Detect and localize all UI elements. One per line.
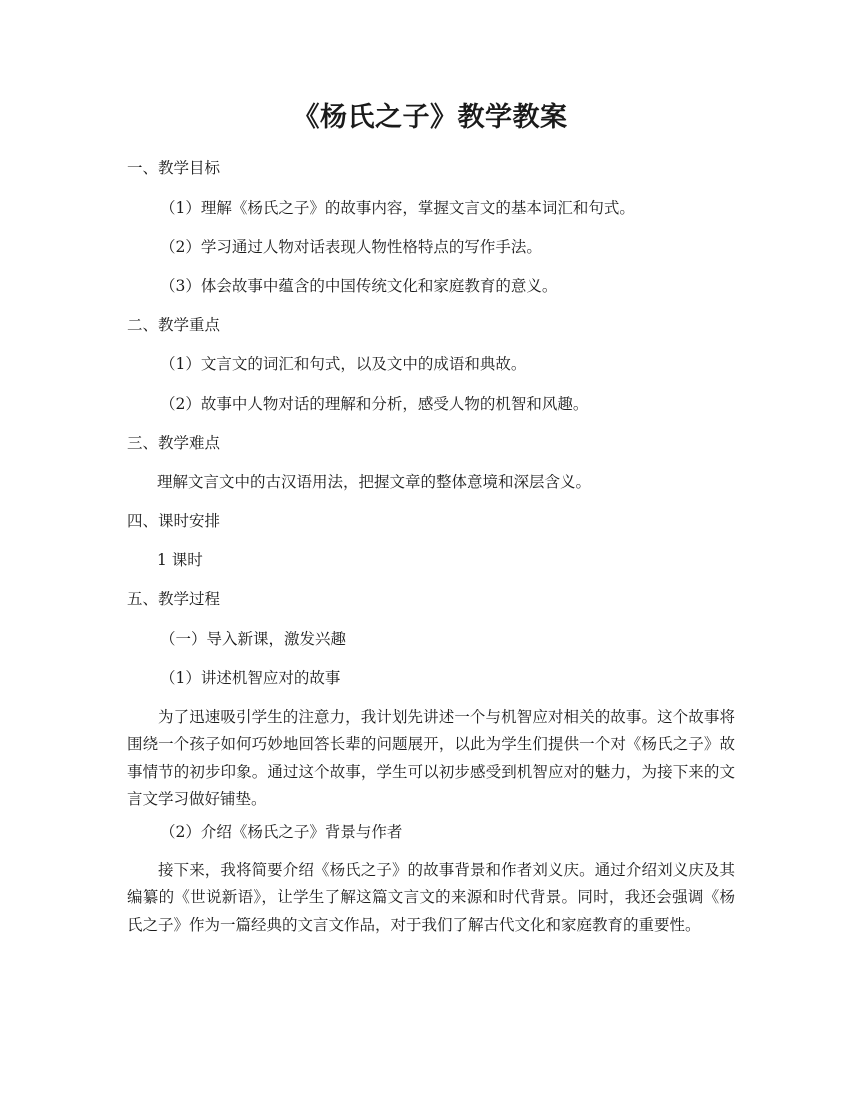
section-heading-objectives: 一、教学目标 xyxy=(127,159,221,177)
key-point-item: （2）故事中人物对话的理解和分析，感受人物的机智和风趣。 xyxy=(160,395,589,413)
section-heading-process: 五、教学过程 xyxy=(127,590,221,608)
objective-item: （3）体会故事中蕴含的中国传统文化和家庭教育的意义。 xyxy=(160,277,558,295)
section-heading-key-points: 二、教学重点 xyxy=(127,316,221,334)
process-step-label: （1）讲述机智应对的故事 xyxy=(160,669,341,687)
document-title: 《杨氏之子》教学教案 xyxy=(292,102,568,133)
process-subheading: （一）导入新课，激发兴趣 xyxy=(160,630,347,648)
section-heading-difficulties: 三、教学难点 xyxy=(127,434,221,452)
section-heading-schedule: 四、课时安排 xyxy=(127,512,221,530)
difficulty-text: 理解文言文中的古汉语用法，把握文章的整体意境和深层含义。 xyxy=(157,473,592,491)
process-step-label: （2）介绍《杨氏之子》背景与作者 xyxy=(160,823,403,841)
objective-item: （2）学习通过人物对话表现人物性格特点的写作手法。 xyxy=(160,238,542,256)
process-step-paragraph: 为了迅速吸引学生的注意力，我计划先讲述一个与机智应对相关的故事。这个故事将围绕一个孩子如何巧妙地回答长辈的问题展开，以此为学生们提供一个对《杨氏之子》故事情节的初步印象。通过这个故事，学生可以初步感受到机智应对的魅力，为接下来的文言文学习做好铺垫。 xyxy=(127,708,735,808)
schedule-text: 1 课时 xyxy=(157,551,203,569)
key-point-item: （1）文言文的词汇和句式，以及文中的成语和典故。 xyxy=(160,355,527,373)
process-step-paragraph: 接下来，我将简要介绍《杨氏之子》的故事背景和作者刘义庆。通过介绍刘义庆及其编纂的《世说新语》，让学生了解这篇文言文的来源和时代背景。同时，我还会强调《杨氏之子》作为一篇经典的文言文作品，对于我们了解古代文化和家庭教育的重要性。 xyxy=(127,861,735,934)
objective-item: （1）理解《杨氏之子》的故事内容，掌握文言文的基本词汇和句式。 xyxy=(160,199,635,217)
